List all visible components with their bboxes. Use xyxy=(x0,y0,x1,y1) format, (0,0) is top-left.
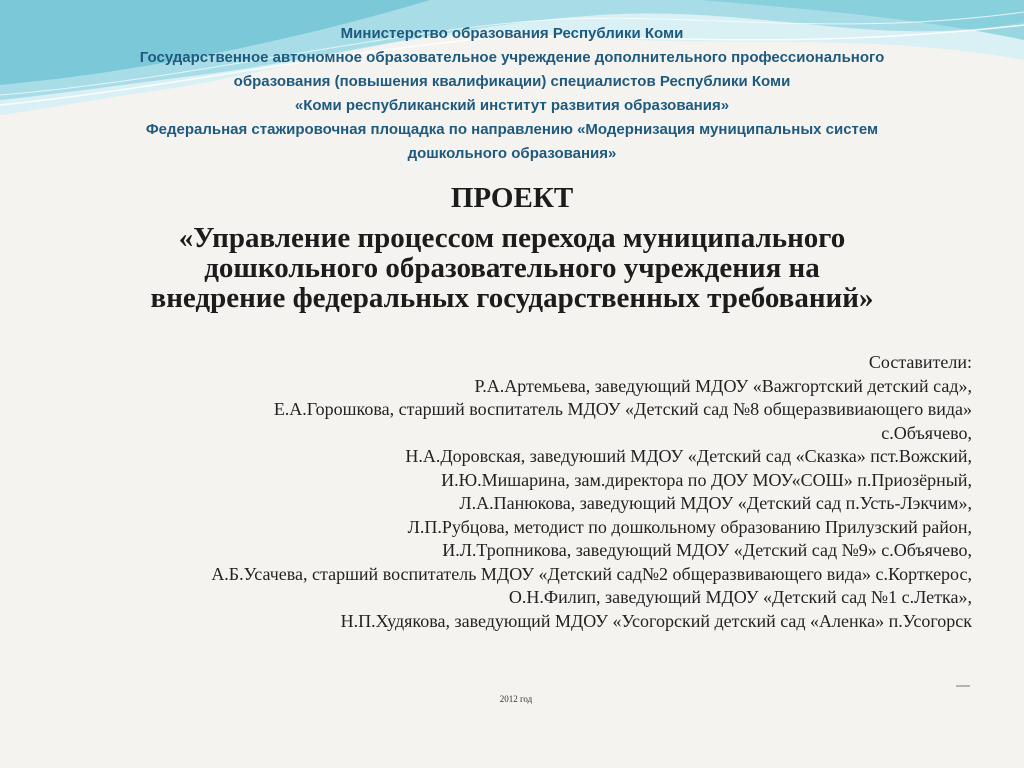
author-line: Р.А.Артемьева, заведующий МДОУ «Важгортский детский сад», xyxy=(474,375,972,396)
author-line: И.Ю.Мишарина, зам.директора по ДОУ МОУ«СОШ» п.Приозёрный, xyxy=(441,469,972,490)
header-line: Федеральная стажировочная площадка по направлению «Модернизация муниципальных систем xyxy=(145,121,879,138)
title-line: «Управление процессом перехода муниципального xyxy=(178,222,846,254)
author-line: Н.А.Доровская, заведуюший МДОУ «Детский сад «Сказка» пст.Вожский, xyxy=(405,446,972,466)
institution-header xyxy=(60,22,964,166)
author-line: Л.А.Панюкова, заведующий МДОУ «Детский сад п.Усть-Лэкчим», xyxy=(459,493,972,513)
author-line: Е.А.Горошкова, старший воспитатель МДОУ «Детский сад №8 общеразвивиающего вида» xyxy=(273,399,972,419)
author-line: О.Н.Филип, заведующий МДОУ «Детский сад №1 с.Летка», xyxy=(508,587,972,607)
header-line: Государственное автономное образовательное учреждение дополнительного профессионального xyxy=(139,49,885,66)
authors-list xyxy=(32,351,972,633)
author-line: Н.П.Худякова, заведующий МДОУ «Усогорский детский сад «Аленка» п.Усогорск xyxy=(340,610,972,631)
title-line: дошкольного образовательного учреждения на xyxy=(204,252,820,284)
author-line: И.Л.Тропникова, заведующий МДОУ «Детский сад №9» с.Объячево, xyxy=(442,540,972,560)
year-label: 2012 год xyxy=(499,694,533,704)
author-line: с.Объячево, xyxy=(881,422,972,443)
title-line: внедрение федеральных государственных требований» xyxy=(150,282,874,314)
slide-number-mark xyxy=(955,683,971,689)
project-title xyxy=(60,223,964,313)
author-line: Л.П.Рубцова, методист по дошкольному образованию Прилузский район, xyxy=(407,516,972,537)
authors-heading: Составители: xyxy=(868,352,972,372)
header-line: Министерство образования Республики Коми xyxy=(340,25,684,42)
header-line: дошкольного образования» xyxy=(407,145,617,162)
author-line: А.Б.Усачева, старший воспитатель МДОУ «Детский сад№2 общеразвивающего вида» с.Корткерос, xyxy=(211,563,972,584)
header-line: образования (повышения квалификации) специалистов Республики Коми xyxy=(233,73,791,90)
project-label: ПРОЕКТ xyxy=(450,182,574,214)
header-line: «Коми республиканский институт развития образования» xyxy=(294,97,730,114)
